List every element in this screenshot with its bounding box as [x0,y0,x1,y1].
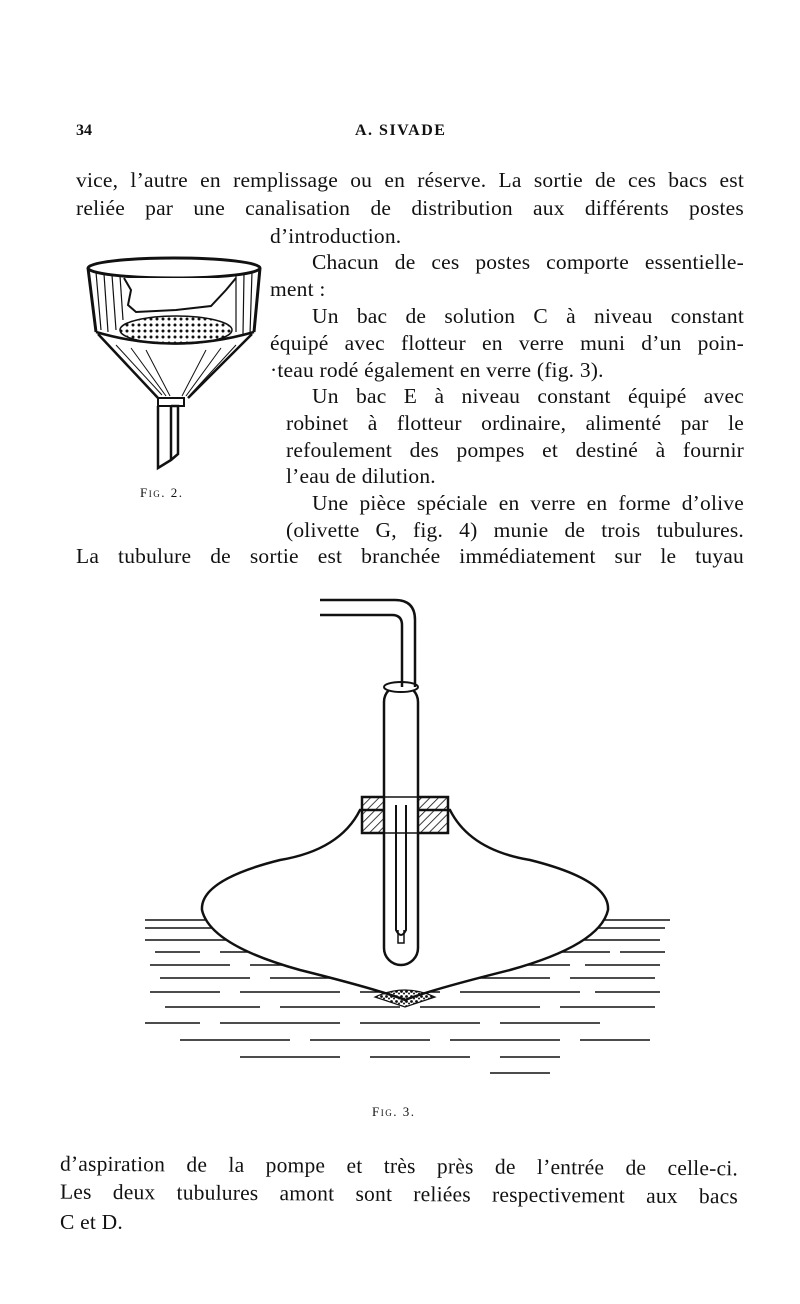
running-title: A. SIVADE [355,122,447,139]
body-line-1: vice, l’autre en remplissage ou en réserve. La sortie de ces bacs est [76,168,744,192]
wrap-line-5: ·teau rodé également en verre (fig. 3). [270,358,604,382]
bottom-line-3: C et D. [60,1210,123,1234]
funnel-figure [76,250,272,480]
body-line-after-wrap: La tubulure de sortie est branchée immédiatement sur le tuyau [76,544,744,568]
wrap-line-3: Un bac de solution C à niveau constant [312,304,744,328]
wrap-line-7: robinet à flotteur ordinaire, alimenté par le [286,411,744,435]
wrap-line-9: l’eau de dilution. [286,464,436,488]
bottom-line-1: d’aspiration de la pompe et très près de l’entrée de celle-ci. [59,1151,739,1181]
wrap-line-6: Un bac E à niveau constant équipé avec [312,384,744,408]
fig2-caption: Fig. 2. [140,485,184,500]
body-line-2: reliée par une canalisation de distribution aux différents postes [76,196,744,220]
wrap-line-10: Une pièce spéciale en verre en forme d’olive [312,491,744,515]
olive-flask-figure [140,595,670,1105]
wrap-line-1: Chacun de ces postes comporte essentielle- [312,250,744,274]
body-line-3: d’introduction. [270,224,402,248]
wrap-line-11: (olivette G, fig. 4) munie de trois tubulures. [286,518,744,542]
wrap-line-4: équipé avec flotteur en verre muni d’un poin- [270,331,744,355]
page-number: 34 [76,122,92,139]
bottom-line-2: Les deux tubulures amont sont reliées respectivement aux bacs [59,1179,739,1209]
wrap-line-8: refoulement des pompes et destiné à fournir [286,438,744,462]
wrap-line-2: ment : [270,277,326,301]
fig3-caption: Fig. 3. [372,1104,416,1119]
